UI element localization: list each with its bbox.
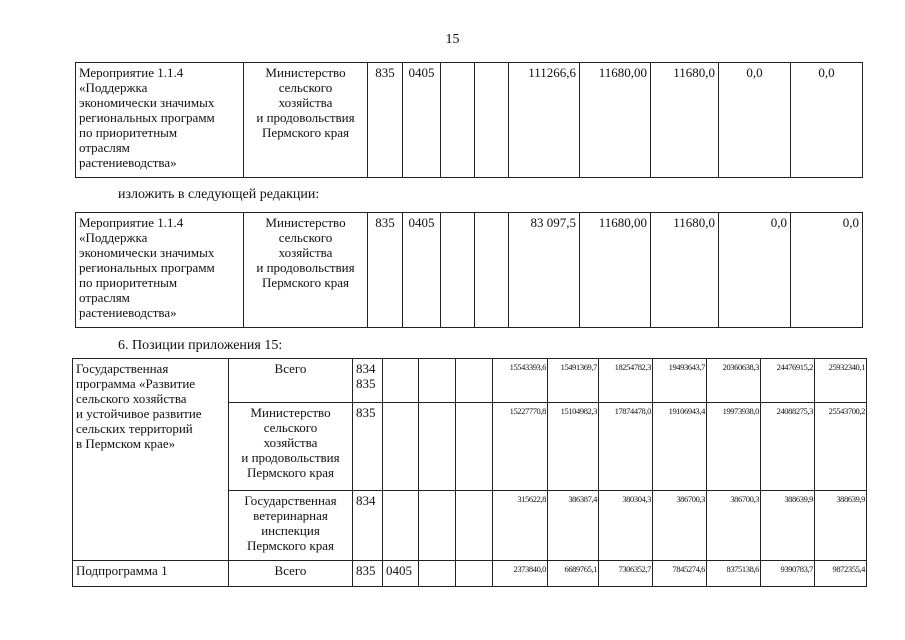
measure-name-cell: Мероприятие 1.1.4 «Поддержка экономически значимых региональных программ по приоритетным отраслям растениеводства» [76, 213, 244, 328]
empty-cell [419, 403, 456, 491]
code-cell: 835 [368, 213, 403, 328]
value-cell: 2373840,0 [493, 561, 548, 587]
section-code-cell [383, 359, 419, 403]
section-code-cell [383, 491, 419, 561]
empty-cell [419, 359, 456, 403]
value-cell: 19106943,4 [653, 403, 707, 491]
value-cell: 11680,0 [651, 63, 719, 178]
value-cell: 24088275,3 [761, 403, 815, 491]
value-cell: 11680,00 [580, 213, 651, 328]
value-cell: 7306352,7 [599, 561, 653, 587]
value-cell: 386700,3 [707, 491, 761, 561]
value-cell: 0,0 [719, 213, 791, 328]
empty-cell [441, 63, 475, 178]
organization-cell: Министерство сельского хозяйства и продовольствия Пермского края [244, 63, 368, 178]
value-cell: 15543393,6 [493, 359, 548, 403]
value-cell: 15227770,8 [493, 403, 548, 491]
value-cell: 19493643,7 [653, 359, 707, 403]
value-cell: 0,0 [791, 213, 863, 328]
organization-cell: Министерство сельского хозяйства и продовольствия Пермского края [244, 213, 368, 328]
value-cell: 20360638,3 [707, 359, 761, 403]
instruction-text: изложить в следующей редакции: [118, 187, 320, 202]
organization-cell: Государственная ветеринарная инспекция Пермского края [229, 491, 353, 561]
code-cell: 835 [353, 561, 383, 587]
section-code-cell [383, 403, 419, 491]
organization-cell: Министерство сельского хозяйства и продовольствия Пермского края [229, 403, 353, 491]
empty-cell [419, 491, 456, 561]
code-cell: 834 [353, 491, 383, 561]
value-cell: 11680,00 [580, 63, 651, 178]
subprogram-name-cell: Подпрограмма 1 [73, 561, 229, 587]
value-cell: 15491369,7 [548, 359, 599, 403]
organization-cell: Всего [229, 359, 353, 403]
value-cell: 83 097,5 [509, 213, 580, 328]
page-number: 15 [445, 32, 460, 47]
value-cell: 9390783,7 [761, 561, 815, 587]
section-code-cell: 0405 [403, 63, 441, 178]
value-cell: 8375138,6 [707, 561, 761, 587]
code-cell: 835 [353, 403, 383, 491]
empty-cell [475, 213, 509, 328]
value-cell: 25932340,1 [815, 359, 867, 403]
section-heading: 6. Позиции приложения 15: [118, 338, 283, 353]
value-cell: 380304,3 [599, 491, 653, 561]
section-code-cell: 0405 [383, 561, 419, 587]
empty-cell [441, 213, 475, 328]
value-cell: 386700,3 [653, 491, 707, 561]
organization-cell: Всего [229, 561, 353, 587]
value-cell: 25543700,2 [815, 403, 867, 491]
section-code-cell: 0405 [403, 213, 441, 328]
program-name-cell: Государственная программа «Развитие сельского хозяйства и устойчивое развитие сельских территорий в Пермском крае» [73, 359, 229, 561]
value-cell: 0,0 [791, 63, 863, 178]
empty-cell [456, 491, 493, 561]
measure-name-cell: Мероприятие 1.1.4 «Поддержка экономически значимых региональных программ по приоритетным отраслям растениеводства» [76, 63, 244, 178]
code-cell: 835 [368, 63, 403, 178]
value-cell: 6689765,1 [548, 561, 599, 587]
empty-cell [475, 63, 509, 178]
value-cell: 17874478,0 [599, 403, 653, 491]
value-cell: 388639,9 [761, 491, 815, 561]
value-cell: 386387,4 [548, 491, 599, 561]
value-cell: 19973938,0 [707, 403, 761, 491]
value-cell: 315622,8 [493, 491, 548, 561]
value-cell: 9872355,4 [815, 561, 867, 587]
value-cell: 388639,9 [815, 491, 867, 561]
value-cell: 11680,0 [651, 213, 719, 328]
empty-cell [456, 359, 493, 403]
value-cell: 7845274,6 [653, 561, 707, 587]
empty-cell [456, 403, 493, 491]
code-cell: 834 835 [353, 359, 383, 403]
value-cell: 24476915,2 [761, 359, 815, 403]
value-cell: 15104982,3 [548, 403, 599, 491]
empty-cell [419, 561, 456, 587]
value-cell: 18254782,3 [599, 359, 653, 403]
value-cell: 0,0 [719, 63, 791, 178]
empty-cell [456, 561, 493, 587]
old-row-table [75, 62, 863, 178]
value-cell: 111266,6 [509, 63, 580, 178]
new-row-table [75, 212, 863, 328]
program-table [72, 358, 867, 587]
